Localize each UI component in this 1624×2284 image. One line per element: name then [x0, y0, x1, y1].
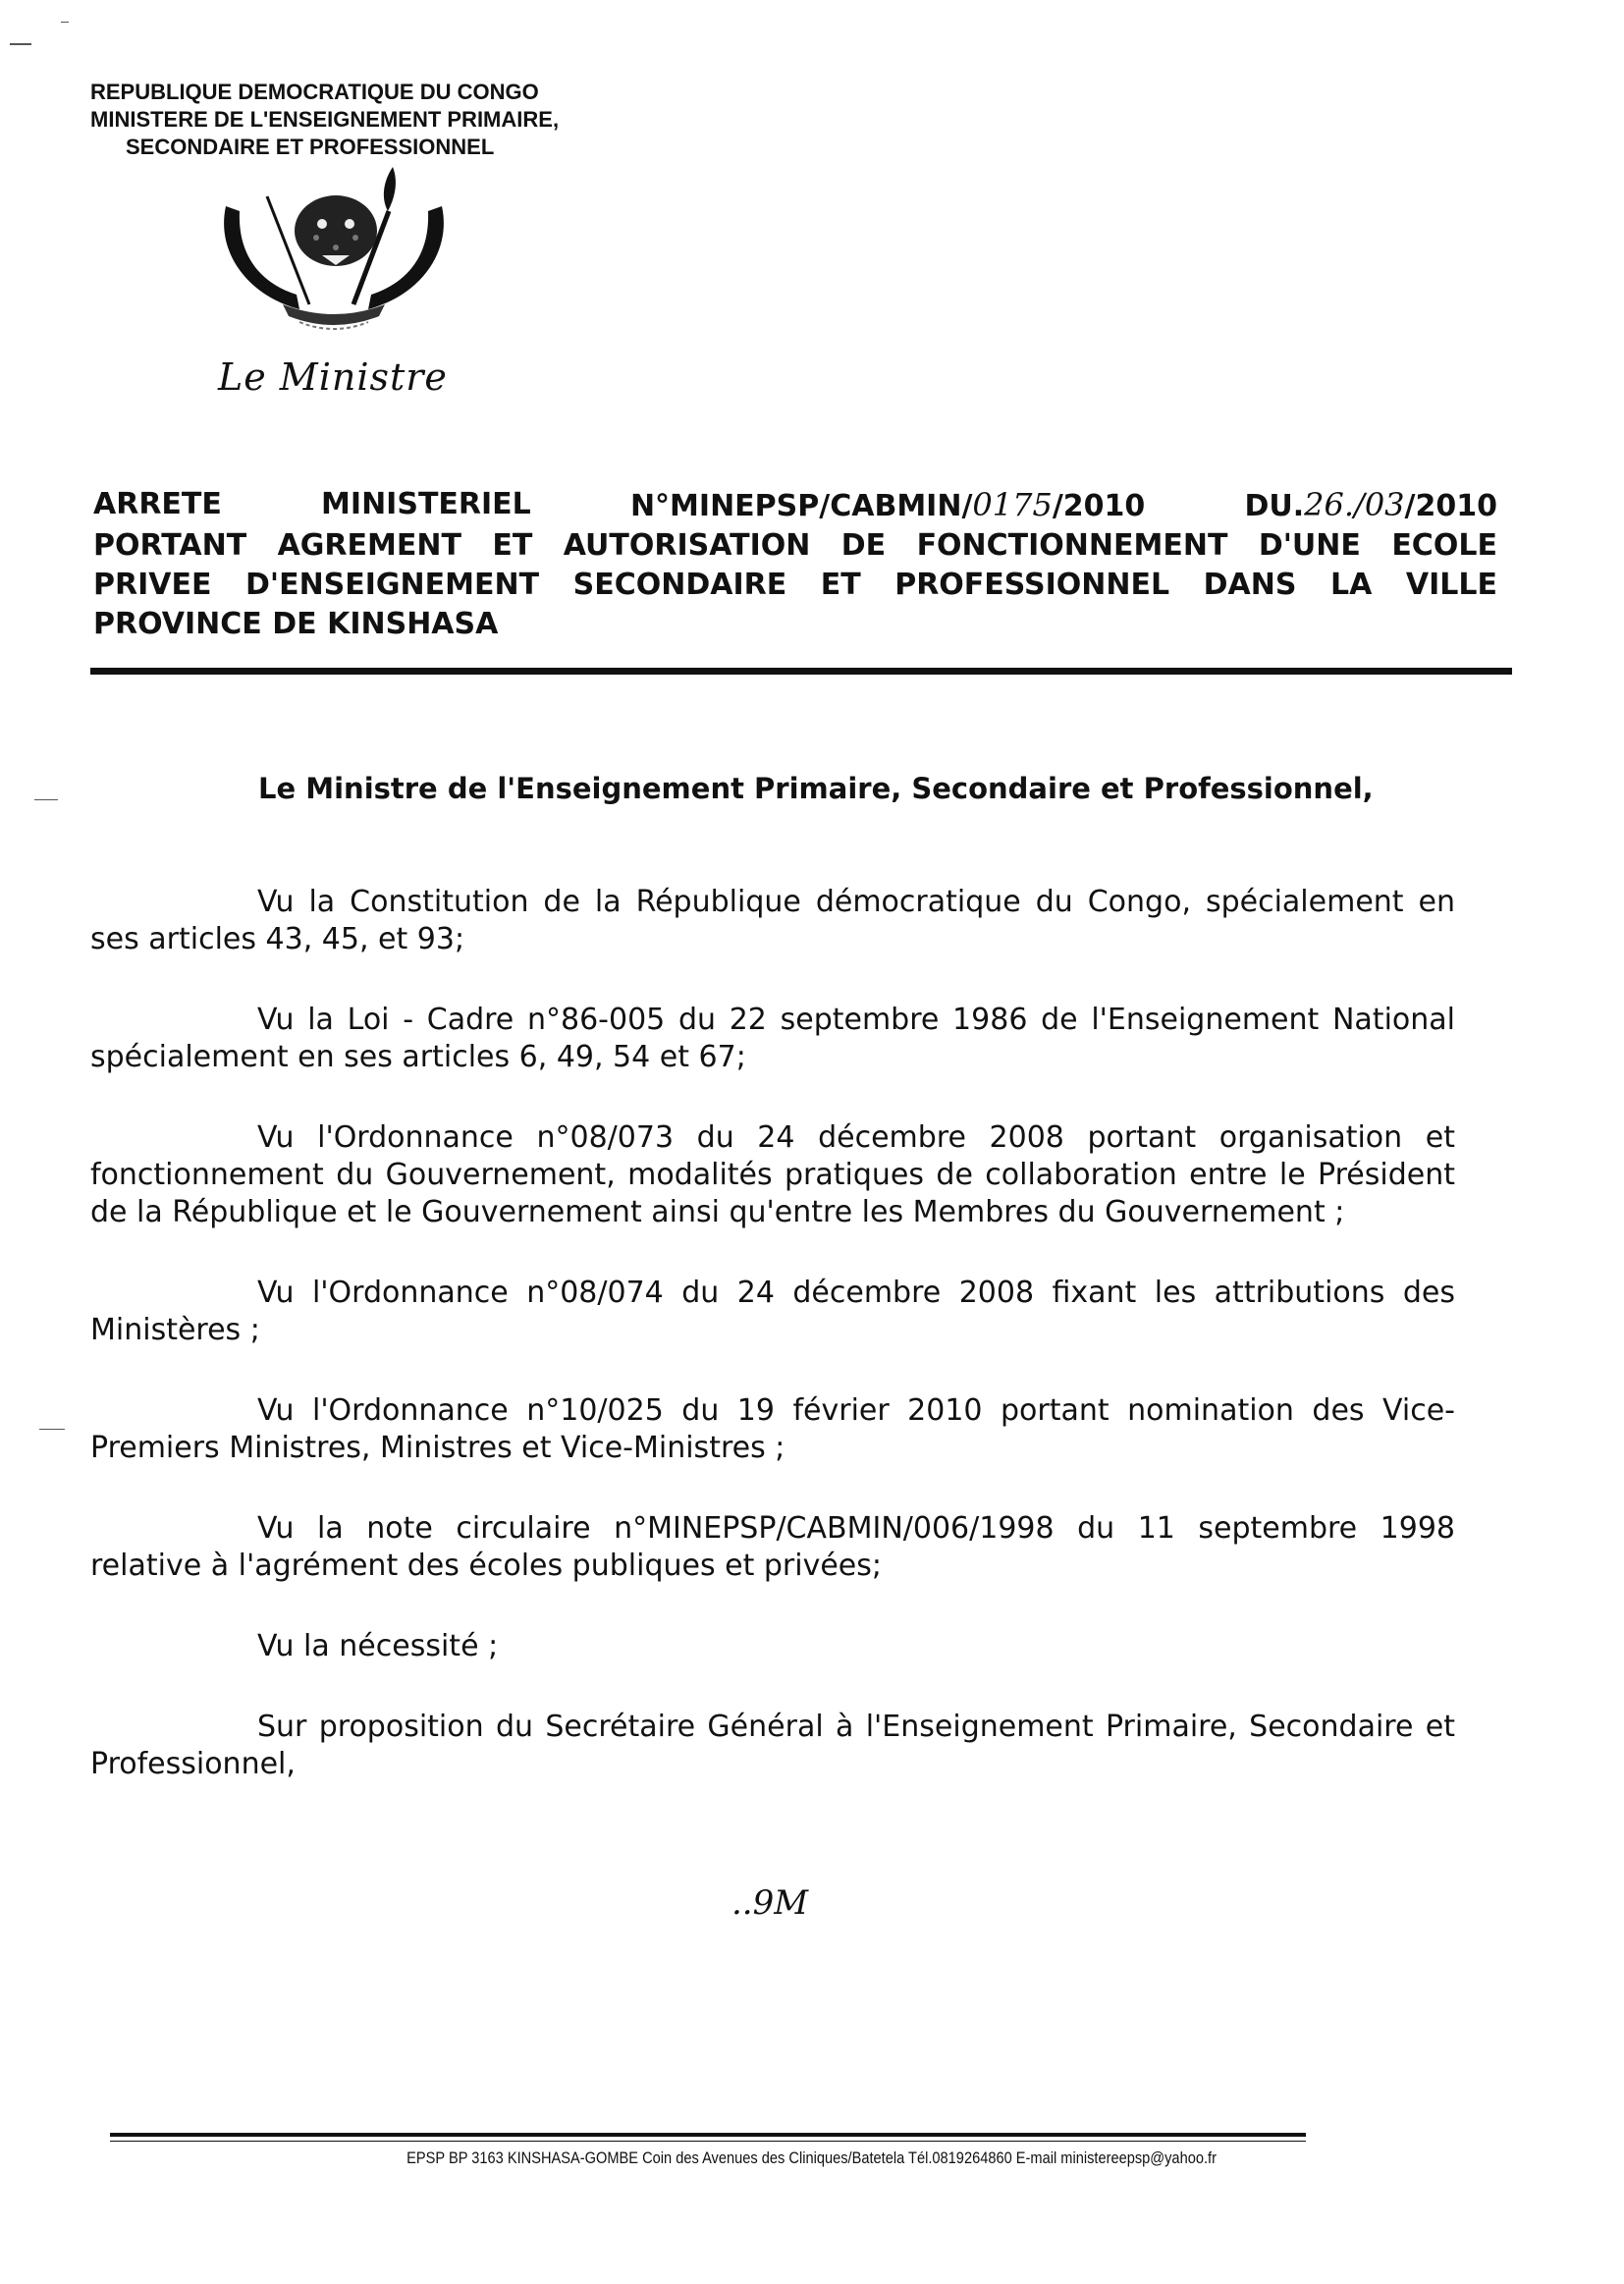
scan-mark [34, 799, 58, 800]
reference-year: /2010 [1052, 489, 1146, 523]
decree-date [1244, 485, 1497, 526]
title-word: ARRETE [93, 487, 222, 521]
ministry-name-line1: MINISTERE DE L'ENSEIGNEMENT PRIMAIRE, [90, 107, 560, 132]
reference-prefix: N°MINEPSP/CABMIN/ [629, 489, 973, 523]
scan-mark [39, 1429, 65, 1430]
considerant-paragraph: Vu la note circulaire n°MINEPSP/CABMIN/006/1998 du 11 septembre 1998 relative à l'agrément des écoles publiques et privées; [90, 1511, 1455, 1583]
title-word: D'UNE [1258, 528, 1361, 563]
handwritten-date: 26./03 [1304, 486, 1405, 523]
scan-mark [61, 22, 69, 23]
scan-mark [10, 43, 31, 45]
handwritten-number: 0175 [972, 486, 1053, 523]
considerant-paragraph: Vu l'Ordonnance n°08/073 du 24 décembre 2008 portant organisation et fonctionnement du Gouvernement, modalités pratiques de collaboration entre le Président de la République et le Gouvernement ainsi qu'entre les Membres du Gouvernement ; [90, 1120, 1455, 1229]
title-word: MINISTERIEL [321, 487, 531, 521]
title-word: ET [492, 528, 533, 563]
date-year: /2010 [1404, 489, 1497, 523]
title-word: ECOLE [1391, 528, 1497, 563]
decree-reference [630, 485, 1145, 526]
date-prefix: DU. [1244, 489, 1305, 523]
title-word: FONCTIONNEMENT [916, 528, 1228, 563]
title-word: PRIVEE [93, 568, 212, 602]
considerant-paragraph: Vu la Constitution de la République démocratique du Congo, spécialement en ses articles 43, 45, et 93; [90, 885, 1455, 956]
decree-title [93, 485, 1497, 644]
footer-divider [110, 2133, 1306, 2137]
title-word: PORTANT [93, 528, 247, 563]
title-row-3 [93, 566, 1497, 605]
title-word: AGREMENT [277, 528, 461, 563]
title-row-4: PROVINCE DE KINSHASA [93, 607, 499, 641]
title-row-2 [93, 526, 1497, 566]
considerant-paragraph: Vu la Loi - Cadre n°86-005 du 22 septembre 1986 de l'Enseignement National spécialement en ses articles 6, 49, 54 et 67; [90, 1003, 1455, 1074]
footer-address [0, 2148, 1624, 2168]
decree-heading: Le Ministre de l'Enseignement Primaire, Secondaire et Professionnel, [258, 772, 1374, 805]
footer-divider-thin [110, 2141, 1306, 2142]
considerant-paragraph: Vu l'Ordonnance n°10/025 du 19 février 2010 portant nomination des Vice-Premiers Ministres, Ministres et Vice-Ministres ; [90, 1393, 1455, 1465]
title-word: DE [840, 528, 887, 563]
footer-address-text: EPSP BP 3163 KINSHASA-GOMBE Coin des Avenues des Cliniques/Batetela Tél.0819264860 E-mail ministereepsp@yahoo.fr [406, 2148, 1218, 2167]
signatory-title: Le Ministre [218, 355, 448, 399]
proposal-paragraph: Sur proposition du Secrétaire Général à l'Enseignement Primaire, Secondaire et Professionnel, [90, 1710, 1455, 1781]
title-word: ET [820, 568, 861, 602]
title-word: DANS [1203, 568, 1297, 602]
letterhead [90, 79, 559, 161]
title-word: VILLE [1405, 568, 1497, 602]
considerant-paragraph: Vu la nécessité ; [257, 1629, 499, 1663]
ministry-name-line2: SECONDAIRE ET PROFESSIONNEL [126, 135, 495, 159]
title-word: PROFESSIONNEL [894, 568, 1170, 602]
handwritten-initials: ..9M [731, 1883, 809, 1923]
decree-body [90, 884, 1455, 1826]
country-name: REPUBLIQUE DEMOCRATIQUE DU CONGO [90, 80, 539, 104]
title-word: SECONDAIRE [572, 568, 787, 602]
title-divider [90, 668, 1512, 675]
coat-of-arms-leopard-icon [206, 157, 461, 363]
considerant-paragraph: Vu l'Ordonnance n°08/074 du 24 décembre 2008 fixant les attributions des Ministères ; [90, 1276, 1455, 1347]
title-word: LA [1330, 568, 1373, 602]
title-row-1 [93, 485, 1497, 526]
title-word: AUTORISATION [563, 528, 811, 563]
title-word: D'ENSEIGNEMENT [244, 568, 540, 602]
